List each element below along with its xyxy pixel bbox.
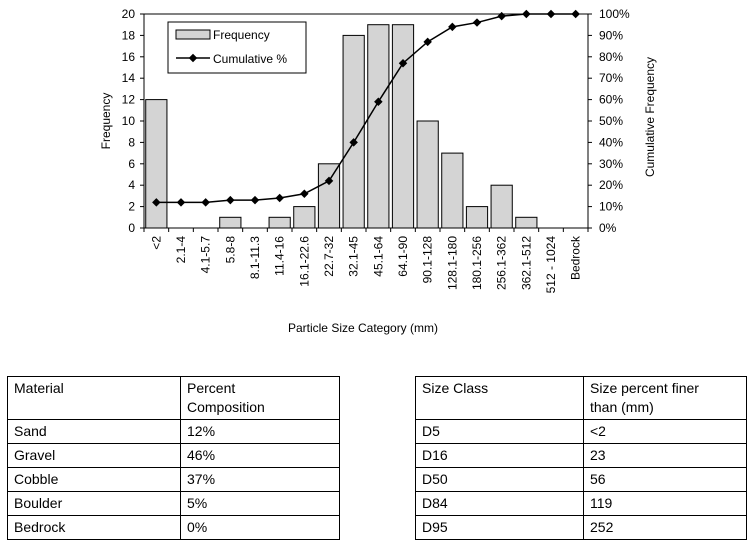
- cumulative-marker: [300, 190, 308, 198]
- histogram-bar: [318, 164, 339, 228]
- x-tick-label: 256.1-362: [494, 235, 509, 291]
- y-tick-label: 20: [121, 7, 135, 21]
- y-axis-title: Frequency: [99, 92, 113, 150]
- table-header-cell: Percent Composition: [181, 377, 340, 420]
- x-tick-label: 512 - 1024: [544, 236, 558, 294]
- table-cell: D5: [416, 420, 584, 444]
- y-tick-label: 14: [121, 71, 135, 86]
- x-tick-label: 4.1-5.7: [198, 236, 213, 274]
- y2-tick-label: 10%: [599, 199, 624, 214]
- histogram-bar: [269, 217, 290, 228]
- x-tick-label: Bedrock: [568, 236, 583, 281]
- table-header-row: [416, 377, 747, 420]
- y2-tick-label: 80%: [599, 49, 624, 64]
- legend-label: Frequency: [213, 28, 270, 42]
- histogram-bar: [417, 121, 438, 228]
- y2-axis-title: Cumulative Frequency: [643, 56, 657, 178]
- table-cell: <2: [584, 420, 747, 444]
- cumulative-marker: [201, 198, 209, 206]
- x-tick-label: 2.1-4: [174, 236, 188, 264]
- cumulative-marker: [497, 12, 505, 20]
- table-cell: D84: [416, 492, 584, 516]
- cumulative-marker: [275, 194, 283, 202]
- table-cell: Cobble: [8, 468, 181, 492]
- y2-tick-label: 30%: [599, 156, 624, 171]
- histogram-bar: [466, 207, 487, 228]
- cumulative-marker: [547, 10, 555, 18]
- table-row: [8, 468, 340, 492]
- legend-bar-swatch: [176, 30, 210, 39]
- y2-tick-label: 70%: [599, 71, 624, 86]
- histogram-bar: [392, 25, 413, 228]
- y2-tick-label: 20%: [599, 178, 624, 193]
- histogram-bar: [294, 207, 315, 228]
- y-tick-label: 10: [121, 114, 135, 128]
- table-row: [416, 468, 747, 492]
- x-tick-label: 8.1-11.3: [248, 236, 262, 280]
- table-cell: 252: [584, 516, 747, 540]
- table-row: [416, 420, 747, 444]
- y-tick-label: 0: [128, 221, 135, 235]
- legend-label: Cumulative %: [213, 52, 288, 66]
- y-tick-label: 6: [128, 156, 135, 171]
- x-tick-label: 128.1-180: [445, 236, 460, 291]
- x-tick-label: 45.1-64: [371, 236, 386, 277]
- y2-tick-label: 0%: [599, 221, 617, 235]
- y2-tick-label: 100%: [599, 7, 630, 21]
- x-tick-label: 180.1-256: [470, 236, 484, 291]
- table-header-row: [8, 377, 340, 420]
- table-cell: 37%: [181, 468, 340, 492]
- histogram-bar: [220, 217, 241, 228]
- table-cell: 12%: [181, 420, 340, 444]
- cumulative-marker: [522, 10, 530, 18]
- table-cell: 56: [584, 468, 747, 492]
- cumulative-marker: [226, 196, 234, 204]
- y2-tick-label: 60%: [599, 92, 624, 107]
- y-tick-label: 8: [128, 135, 135, 150]
- cumulative-marker: [448, 23, 456, 31]
- x-tick-label: 362.1-512: [519, 236, 534, 291]
- table-row: [8, 444, 340, 468]
- y-tick-label: 12: [121, 92, 135, 107]
- histogram-bar: [343, 35, 364, 228]
- table-row: [8, 492, 340, 516]
- histogram-bar: [516, 217, 537, 228]
- table-header-cell: Material: [8, 377, 181, 420]
- y2-tick-label: 50%: [599, 114, 624, 128]
- y-tick-label: 4: [128, 178, 135, 193]
- table-cell: 0%: [181, 516, 340, 540]
- table-header-cell: Size Class: [416, 377, 584, 420]
- x-tick-label: 64.1-90: [396, 236, 410, 277]
- table-row: [416, 444, 747, 468]
- x-tick-label: 5.8-8: [223, 235, 238, 264]
- x-tick-label: 16.1-22.6: [297, 236, 312, 287]
- table-row: [416, 492, 747, 516]
- y2-tick-label: 40%: [599, 135, 624, 150]
- table-cell: Boulder: [8, 492, 181, 516]
- y-tick-label: 16: [121, 49, 135, 64]
- table-cell: Sand: [8, 420, 181, 444]
- histogram-bar: [368, 25, 389, 228]
- histogram-bar: [491, 185, 512, 228]
- table-cell: 119: [584, 492, 747, 516]
- table-cell: D50: [416, 468, 584, 492]
- table-cell: D95: [416, 516, 584, 540]
- y-tick-label: 18: [121, 28, 135, 43]
- x-axis-title: Particle Size Category (mm): [287, 321, 439, 335]
- material-composition-table: [7, 376, 340, 540]
- table-cell: 23: [584, 444, 747, 468]
- table-cell: 5%: [181, 492, 340, 516]
- table-cell: 46%: [181, 444, 340, 468]
- cumulative-marker: [177, 198, 185, 206]
- table-cell: Gravel: [8, 444, 181, 468]
- cumulative-marker: [473, 18, 481, 26]
- histogram-bar: [146, 100, 167, 228]
- size-class-table: [415, 376, 747, 540]
- table-header-cell: Size percent finer than (mm): [584, 377, 747, 420]
- table-cell: D16: [416, 444, 584, 468]
- x-tick-label: 11.4-16: [272, 236, 287, 276]
- table-row: [8, 516, 340, 540]
- x-tick-label: 90.1-128: [420, 236, 435, 284]
- y-tick-label: 2: [128, 199, 135, 214]
- table-row: [416, 516, 747, 540]
- x-tick-label: 22.7-32: [322, 236, 336, 277]
- table-row: [8, 420, 340, 444]
- x-tick-label: 32.1-45: [346, 236, 361, 277]
- table-cell: Bedrock: [8, 516, 181, 540]
- y2-tick-label: 90%: [599, 28, 624, 43]
- histogram-bar: [442, 153, 463, 228]
- cumulative-marker: [251, 196, 259, 204]
- cumulative-marker: [571, 10, 579, 18]
- x-tick-label: <2: [149, 236, 164, 250]
